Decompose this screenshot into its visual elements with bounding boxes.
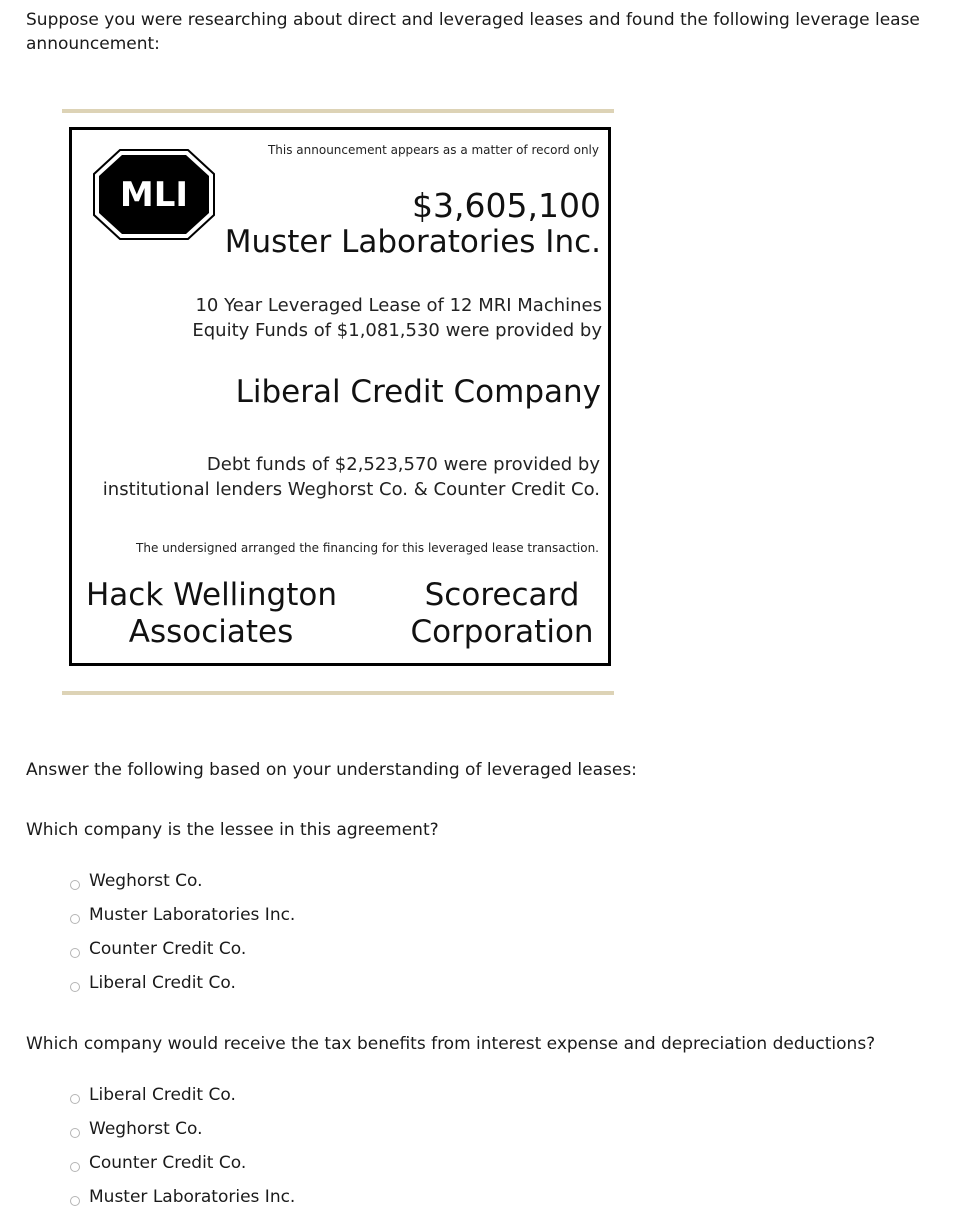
q1-option-counter[interactable] <box>70 932 295 966</box>
radio-button[interactable] <box>70 982 80 992</box>
equity-provider: Liberal Credit Company <box>235 374 601 410</box>
option-label: Counter Credit Co. <box>89 939 247 959</box>
option-label: Liberal Credit Co. <box>89 973 236 993</box>
radio-button[interactable] <box>70 1162 80 1172</box>
bottom-divider <box>62 691 614 695</box>
option-label: Liberal Credit Co. <box>89 1085 236 1105</box>
option-label: Weghorst Co. <box>89 1119 203 1139</box>
lessee-company: Muster Laboratories Inc. <box>224 224 601 260</box>
record-note: This announcement appears as a matter of record only <box>267 143 599 157</box>
q2-option-counter[interactable] <box>70 1146 295 1180</box>
arranger-left-line2: Associates <box>128 614 294 650</box>
radio-button[interactable] <box>70 914 80 924</box>
q1-option-muster[interactable] <box>70 898 295 932</box>
q1-option-weghorst[interactable] <box>70 864 295 898</box>
arranger-right-line1: Scorecard <box>424 577 580 613</box>
arranger-hack-wellington <box>86 577 336 651</box>
arranger-scorecard <box>402 577 602 651</box>
radio-button[interactable] <box>70 880 80 890</box>
arranged-note: The undersigned arranged the financing for this leveraged lease transaction. <box>136 541 599 555</box>
option-label: Weghorst Co. <box>89 871 203 891</box>
logo-text: MLI <box>119 175 189 215</box>
q2-option-liberal[interactable] <box>70 1078 295 1112</box>
q1-option-liberal[interactable] <box>70 966 295 1000</box>
radio-button[interactable] <box>70 1094 80 1104</box>
debt-description-line2: institutional lenders Weghorst Co. & Counter Credit Co. <box>102 479 600 500</box>
option-label: Counter Credit Co. <box>89 1153 247 1173</box>
question-1-options <box>70 864 295 1000</box>
radio-button[interactable] <box>70 948 80 958</box>
lease-amount: $3,605,100 <box>412 186 601 225</box>
arranger-right-line2: Corporation <box>410 614 594 650</box>
section-intro: Answer the following based on your understanding of leveraged leases: <box>26 760 637 780</box>
question-2-options <box>70 1078 295 1214</box>
equity-description: Equity Funds of $1,081,530 were provided by <box>192 320 602 341</box>
lease-announcement <box>69 127 611 666</box>
q2-option-weghorst[interactable] <box>70 1112 295 1146</box>
top-divider <box>62 109 614 113</box>
option-label: Muster Laboratories Inc. <box>89 905 296 925</box>
question-2: Which company would receive the tax benefits from interest expense and depreciation deductions? <box>26 1034 876 1054</box>
lease-description: 10 Year Leveraged Lease of 12 MRI Machines <box>195 295 602 316</box>
intro-text: Suppose you were researching about direct and leveraged leases and found the following leverage lease announcement: <box>26 10 920 54</box>
mli-logo <box>92 148 216 241</box>
debt-description-line1: Debt funds of $2,523,570 were provided by <box>206 454 600 475</box>
arranger-left-line1: Hack Wellington <box>86 577 337 613</box>
question-1: Which company is the lessee in this agreement? <box>26 820 439 840</box>
q2-option-muster[interactable] <box>70 1180 295 1214</box>
radio-button[interactable] <box>70 1128 80 1138</box>
radio-button[interactable] <box>70 1196 80 1206</box>
option-label: Muster Laboratories Inc. <box>89 1187 296 1207</box>
